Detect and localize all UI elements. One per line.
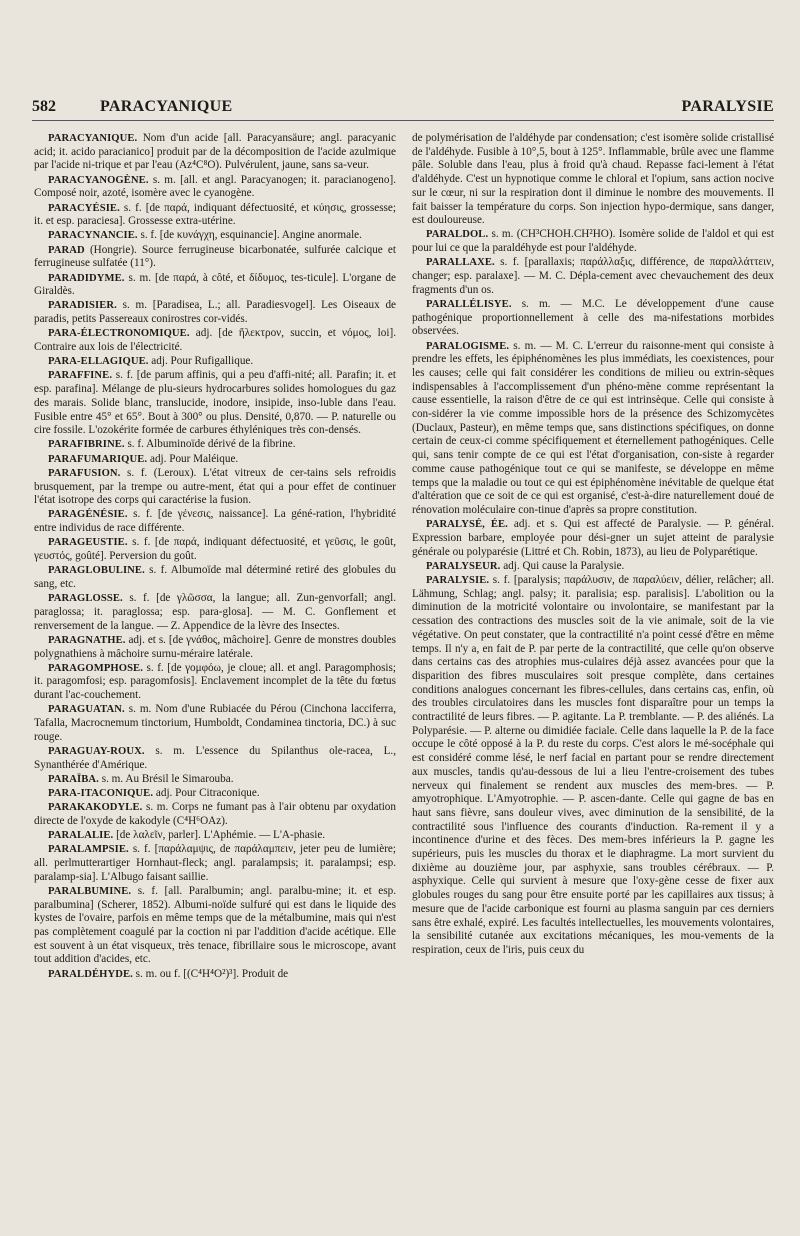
dictionary-entry bbox=[34, 801, 396, 828]
entry-headword: PARA-ÉLECTRONOMIQUE. bbox=[48, 328, 190, 340]
entry-headword: PARAFIBRINE. bbox=[48, 439, 125, 451]
entry-text: s. f. [de κυνάγχη, esquinancie]. Angine anormale. bbox=[137, 229, 362, 242]
entry-headword: PARALLÉLISYE. bbox=[426, 298, 512, 310]
dictionary-entry bbox=[34, 564, 396, 591]
entry-headword: PARALDÉHYDE. bbox=[48, 968, 133, 980]
entry-headword: PARAGÉNÉSIE. bbox=[48, 509, 128, 521]
running-title-left: PARACYANIQUE bbox=[100, 98, 233, 115]
entry-headword: PARALDOL. bbox=[426, 229, 489, 241]
entry-text: adj. Pour Citraconique. bbox=[153, 787, 260, 800]
entry-headword: PARA-ITACONIQUE. bbox=[48, 788, 154, 800]
entry-headword: PARAKAKODYLE. bbox=[48, 802, 143, 814]
dictionary-entry bbox=[412, 518, 774, 559]
page-number: 582 bbox=[32, 98, 56, 115]
entry-text: s. f. Albumoïde mal déterminé retiré des globules du sang, etc. bbox=[34, 564, 396, 590]
dictionary-entry bbox=[34, 745, 396, 772]
entry-text: s. m. [de παρά, à côté, et δίδυμος, tes-ticule]. L'organe de Giraldès. bbox=[34, 271, 396, 298]
entry-text: s. m. [all. et angl. Paracyanogen; it. paracianogeno]. Composé noir, azoté, isomère avec le cyanogène. bbox=[34, 173, 396, 200]
entry-text: s. f. Albuminoïde dérivé de la fibrine. bbox=[124, 438, 296, 451]
entry-text: adj. Pour Rufigallique. bbox=[148, 355, 254, 368]
running-title-right: PARALYSIE bbox=[681, 98, 774, 115]
dictionary-entry bbox=[34, 885, 396, 967]
entry-headword: PARAGLOSSE. bbox=[48, 593, 123, 605]
entry-headword: PARACYANIQUE. bbox=[48, 133, 138, 144]
dictionary-entry bbox=[412, 132, 774, 228]
entry-headword: PARAGEUSTIE. bbox=[48, 537, 128, 549]
dictionary-entry bbox=[34, 703, 396, 744]
entry-headword: PARALBUMINE. bbox=[48, 885, 132, 897]
entry-text: de polymérisation de l'aldéhyde par condensation; c'est isomère solide cristallisé de l'aldéhyde. Fusible à 10°,5, bout à 125°. Inflammable, brûle avec une flamme pâle. Soluble dans l'eau, plus à froid qu'à chaud. Repasse faci-lement à l'état d'aldéhyde. C'est un hypnotique comme le chloral et l'opium, sans action nocive sur le cœur, ni sur la respiration dont il diminue le nombre des mouvements. Il fait baisser la température du corps. Son injection hypo-dermique, sans danger, est douloureuse. bbox=[412, 132, 774, 227]
entry-headword: PARADISIER. bbox=[48, 300, 117, 312]
entry-headword: PARAFFINE. bbox=[48, 370, 113, 382]
entry-text: s. f. [de γομφόω, je cloue; all. et angl. Paragomphosis; it. paragomfosi; esp. paragomfosis]. Enclavement incomplet de la tête du fœtus durant l'ac-couchement. bbox=[34, 661, 396, 702]
entry-text: [de λαλεῖν, parler]. L'Aphémie. — L'A-phasie. bbox=[113, 829, 326, 842]
entry-headword: PARALAMPSIE. bbox=[48, 844, 129, 856]
dictionary-entry bbox=[34, 787, 396, 801]
entry-headword: PARAGUATAN. bbox=[48, 704, 125, 716]
entry-text: adj. Pour Maléique. bbox=[147, 452, 239, 465]
entry-headword: PARALALIE. bbox=[48, 830, 114, 842]
entry-text: s. f. [de γένεσις, naissance]. La géné-ration, l'hybridité entre individus de race différente. bbox=[34, 508, 396, 535]
entry-headword: PARAFUMARIQUE. bbox=[48, 453, 148, 465]
entry-text: adj. et s. Qui est affecté de Paralysie. — P. général. Expression barbare, employée pour dési-gner un sujet atteint de paralysie générale ou polyparésie (Littré et Ch. Robin, 1873), au lieu de Polyparétique. bbox=[412, 518, 774, 558]
dictionary-entry bbox=[34, 299, 396, 326]
entry-headword: PARAGLOBULINE. bbox=[48, 565, 145, 577]
dictionary-entry bbox=[34, 327, 396, 354]
right-column bbox=[412, 132, 774, 958]
dictionary-entry bbox=[34, 174, 396, 201]
entry-headword: PARACYANOGÈNE. bbox=[48, 174, 149, 186]
dictionary-entry bbox=[412, 560, 774, 574]
entry-text: s. m. Nom d'une Rubiacée du Pérou (Cinchona lacciferra, Tafalla, Macrocnemum tinctorium, Humboldt, Condaminea tinctoria, DC.) à suc rouge. bbox=[34, 703, 396, 743]
entry-headword: PARALOGISME. bbox=[426, 340, 510, 352]
dictionary-entry bbox=[34, 467, 396, 508]
entry-text: s. f. [all. Paralbumin; angl. paralbu-mine; it. et esp. paralbumina] (Scherer, 1852). Albumi-noïde sulfuré qui est dans le liquide des kystes de l'ovaire, parfois en même temps que de la métalbumine, mais qui n'est pas complètement coagulé par la coction ni par l'addition d'acide acétique. Elle est souvent à un état visqueux, très tenace, fibrillaire sous le microscope, avant tout addition d'acides, etc. bbox=[34, 884, 396, 966]
entry-text: s. m. (CH³CHOH.CH²HO). Isomère solide de l'aldol et qui est pour lui ce que la paraldéhyde est pour l'aldéhyde. bbox=[412, 228, 774, 255]
entry-text: s. f. [de parum affinis, qui a peu d'affi-nité; all. Parafin; it. et esp. parafina]. Mélange de plu-sieurs hydrocarbures solides homologues du gaz des marais. Solide blanc, translucide, inodore, insipide, inso-luble dans l'eau. Fusible entre 45° et 65°. Bout à 300° ou plus. Densité, 0,870. — P. naturelle ou cire fossile. L'ozokérite formée de carbures éthyléniques très con-densés. bbox=[34, 369, 396, 437]
dictionary-entry bbox=[34, 202, 396, 229]
entry-text: s. f. [paralysis; παράλυσιν, de παραλύειν, délier, relâcher; all. Lähmung, Schlag; angl. palsy; it. paralisia; esp. paralisis]. L'abolition ou la diminution de la motricité volontaire ou involontaire, se manifestant par la cessation des contractions des muscles soit de la vie animale, soit de la vie végétative. On peut constater, que la contractilité n'a point cessé d'être en même temps. Il n'y a, en fait de P. par perte de la contractilité, que celle qu'on observe dans certains cas des atrophies mus-culaires déjà assez avancées pour que la disparition des fibres musculaires soit presque complète, dans certaines conditions analogues concernant les fibres-cellules, dans certains cas, enfin, où des troubles circulatoires dans les muscles font disparaître pour un temps la contractilité de leurs fibres. — P. agitante. La P. tremblante. — P. des aliénés. La Polyparésie. — P. alterne ou dimidiée faciale. Celle dans laquelle la P. de la face occupe le côté opposé à la P. du reste du corps. C'est alors le mé-socéphale qui est considéré comme lésé, le nerf facial en partant pour se rendre directement aux muscles, tandis qu'au-dessous de lui a lieu l'entre-croisement des tubes nerveux qui finalement se rendent aux muscles des mem-bres. — P. amyotrophique. L'Amyotrophie. — P. ascen-dante. Celle qui gagne de bas en haut sans fièvre, sans douleur vives, avec diminution de la sensibilité, de la contractilité sous l'influence des courants d'induction. Ra-rement il y a incontinence d'urine et des fèces. Des mem-bres inférieurs la P. gagne les supérieurs, puis les muscles du thorax et le diaphragme. La mort survient du dixième au douzième jour, par asphyxie, sans troubles cérébraux. — P. asphyxique. Celle qui survient à mesure que l'oxy-gène cesse de fixer aux globules rouges du sang pour être ensuite porté par les capillaires aux tissus; à mesure que de l'acide carbonique est fourni au plasma sanguin par ces derniers sans être exhalé, expiré. Les facultés intellectuelles, les mouvements volontaires, la sensibilité cutanée aux excitations mécaniques, les mou-vements de la respiration, ceux de l'iris, puis ceux du bbox=[412, 574, 774, 956]
entry-headword: PARA-ELLAGIQUE. bbox=[48, 356, 149, 368]
header-rule bbox=[32, 120, 774, 121]
dictionary-entry bbox=[34, 662, 396, 703]
dictionary-entry bbox=[34, 369, 396, 438]
entry-text: s. m. [Paradisea, L.; all. Paradiesvogel]. Les Oiseaux de paradis, petits Passereaux conirostres cor-vidés. bbox=[34, 299, 396, 326]
entry-text: adj. et s. [de γνάθος, mâchoire]. Genre de monstres doubles polygnathiens à mâchoire surnu-méraire latérale. bbox=[34, 633, 396, 660]
entry-text: s. m. — M. C. L'erreur du raisonne-ment qui consiste à prendre les effets, les épiphénomènes les plus immédiats, les coexistences, pour les causes; celle qui fait considérer les conditions de milieu ou extrin-sèques indispensables à l'accomplissement d'un phéno-mène comme représentant la cause essentielle, la raison d'être de ce qui est intrinsèque. Celle qui consiste à con-sidérer la vie comme impossible hors de la présence des Schizomycètes (Duclaux, Pasteur), en même temps que, sans distinctions spécifiques, on donne certain de ceux-ci comme spécifiquement et éternellement pathogéniques. Celle qui, sans tenir compte de ce qui est l'état d'organisation, con-siste à regarder comme cause pathogénique tout ce qui se manifeste, se développe en même temps que la maladie ou tout ce qui est épiphénomène inévitable de quelque état d'altération que ce soit de ce qui est organisé, c'est-à-dire naturellement doué de rénovation moléculaire con-tinue d'après sa propre constitution. bbox=[412, 339, 774, 516]
dictionary-entry bbox=[34, 229, 396, 243]
dictionary-entry bbox=[34, 244, 396, 271]
dictionary-entry bbox=[34, 453, 396, 467]
dictionary-entry bbox=[412, 228, 774, 255]
dictionary-entry bbox=[34, 843, 396, 884]
entry-text: s. m. ou f. [(C⁴H⁴O²)³]. Produit de bbox=[132, 967, 289, 980]
entry-headword: PARAGUAY-ROUX. bbox=[48, 745, 145, 757]
entry-text: (Hongrie). Source ferrugineuse bicarbonatée, sulfurée calcique et ferrugineuse sulfatée (11°). bbox=[34, 243, 396, 270]
dictionary-entry bbox=[412, 298, 774, 339]
entry-text: s. m. Corps ne fumant pas à l'air obtenu par oxydation directe de l'oxyde de kakodyle (C⁴H⁶OAz). bbox=[34, 801, 396, 827]
entry-text: s. m. L'essence du Spilanthus ole-racea, L., Synanthérée d'Amérique. bbox=[34, 744, 396, 771]
entry-text: s. f. (Leroux). L'état vitreux de cer-tains sels refroidis brusquement, par la trempe ou autre-ment, état qui a pour effet de continuer l'état isotrope des corps qui caractérise la fusion. bbox=[34, 466, 396, 507]
entry-headword: PARAD bbox=[48, 244, 85, 256]
dictionary-entry bbox=[34, 773, 396, 787]
dictionary-entry bbox=[34, 829, 396, 843]
entry-text: s. f. [de γλῶσσα, la langue; all. Zun-genvorfall; angl. paraglossa; it. paraglossa; esp. para-glosa]. — M. C. Gonflement et renversement de la langue. — Z. Appendice de la lèvre des Insectes. bbox=[34, 592, 396, 632]
entry-headword: PARAFUSION. bbox=[48, 467, 121, 479]
entry-headword: PARAGOMPHOSE. bbox=[48, 662, 143, 674]
dictionary-entry bbox=[34, 272, 396, 299]
left-column bbox=[34, 132, 396, 982]
dictionary-entry bbox=[34, 592, 396, 633]
entry-text: s. m. — M.C. Le développement d'une cause pathogénique proportionnellement à celle des ma-nifestations morbides observées. bbox=[412, 297, 774, 338]
entry-text: adj. [de ἤλεκτρον, succin, et νόμος, loi]. Contraire aux lois de l'électricité. bbox=[34, 327, 396, 354]
entry-headword: PARALYSIE. bbox=[426, 575, 490, 586]
dictionary-entry bbox=[34, 355, 396, 369]
dictionary-entry bbox=[34, 438, 396, 452]
entry-headword: PARAGNATHE. bbox=[48, 634, 126, 646]
dictionary-entry bbox=[412, 256, 774, 297]
entry-headword: PARACYNANCIE. bbox=[48, 230, 138, 242]
entry-headword: PARALLAXE. bbox=[426, 257, 495, 269]
entry-text: s. m. Au Brésil le Simarouba. bbox=[98, 772, 234, 785]
dictionary-entry bbox=[34, 634, 396, 661]
dictionary-entry bbox=[34, 536, 396, 563]
entry-text: s. f. [parallaxis; παράλλαξις, différence, de παραλλάττειν, changer; esp. paralaxe]. — M. C. Dépla-cement avec chevauchement des deux fragments d'un os. bbox=[412, 256, 774, 296]
entry-headword: PARALYSEUR. bbox=[426, 560, 501, 572]
dictionary-entry bbox=[34, 508, 396, 535]
page-header bbox=[32, 90, 774, 120]
entry-text: s. f. [de παρά, indiquant défectuosité, et γεῦσις, le goût, γευστός, goûté]. Perversion du goût. bbox=[34, 536, 396, 563]
dictionary-entry bbox=[412, 340, 774, 518]
entry-headword: PARACYÉSIE. bbox=[48, 202, 120, 214]
entry-text: s. f. [παράλαμψις, de παράλαμπειν, jeter peu de lumière; all. perlmutterartiger Hornhaut-fleck; angl. paralampsis; it. paralampsi; esp. paralamp-sia]. L'Albugo faisant saillie. bbox=[34, 843, 396, 883]
entry-text: s. f. [de παρά, indiquant défectuosité, et κύησις, grossesse; it. et esp. paraciesa]. Grossesse extra-utérine. bbox=[34, 201, 396, 228]
entry-headword: PARALYSÉ, ÉE. bbox=[426, 519, 508, 531]
entry-text: adj. Qui cause la Paralysie. bbox=[500, 559, 625, 572]
dictionary-entry bbox=[34, 968, 396, 982]
entry-headword: PARADIDYME. bbox=[48, 272, 125, 284]
dictionary-entry bbox=[34, 132, 396, 173]
entry-headword: PARAÏBA. bbox=[48, 773, 99, 785]
dictionary-entry bbox=[412, 574, 774, 958]
entry-text: Nom d'un acide [all. Paracyansäure; angl. paracyanic acid; it. acido paracianico] produit par de la décomposition de l'acide azulmique par l'acide ni-trique et par l'eau (Az⁴C⁸O). Pulvérulent, jaune, sans sa-veur. bbox=[34, 132, 396, 172]
